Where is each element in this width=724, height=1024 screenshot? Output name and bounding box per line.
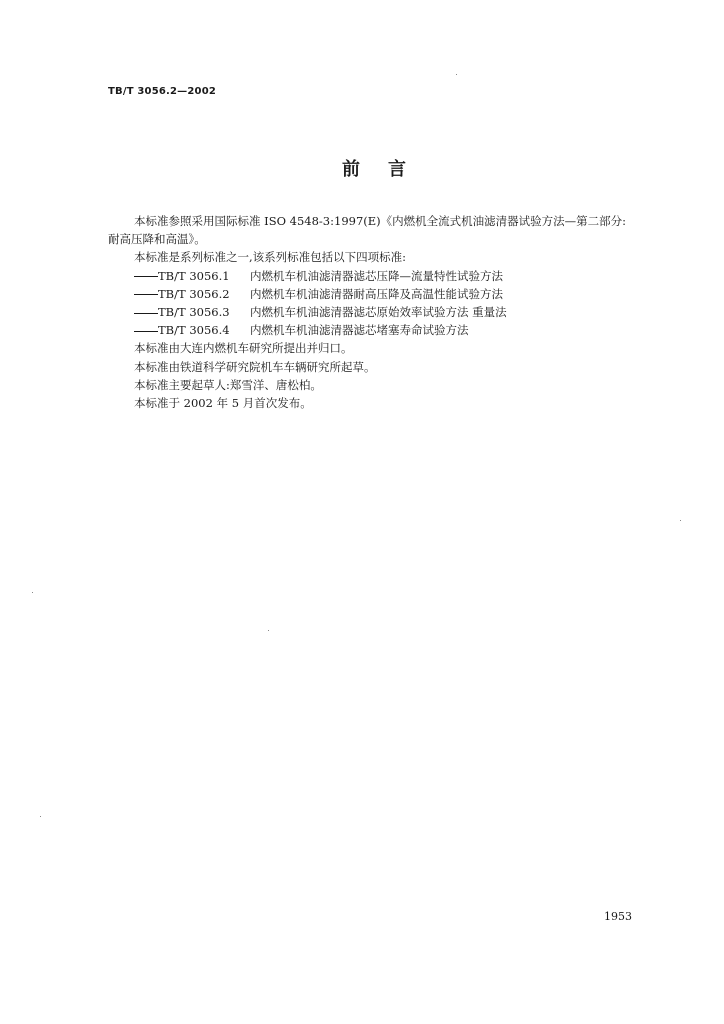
paragraph-series-intro: 本标准是系列标准之一,该系列标准包括以下四项标准:	[134, 250, 407, 265]
series-list-item	[108, 267, 658, 285]
scan-speck	[680, 520, 681, 521]
series-name: 内燃机车机油滤清器耐高压降及高温性能试验方法	[250, 286, 503, 301]
scan-speck	[40, 816, 41, 817]
series-list-item	[108, 303, 658, 321]
series-code: TB/T 3056.4	[158, 323, 230, 338]
em-dash-mark	[134, 294, 158, 295]
em-dash-mark	[134, 276, 158, 277]
series-code: TB/T 3056.2	[158, 286, 230, 301]
paragraph-main-drafters: 本标准主要起草人:郑雪洋、唐松柏。	[134, 377, 322, 392]
series-name: 内燃机车机油滤清器滤芯压降—流量特性试验方法	[250, 268, 503, 283]
paragraph-reference-standard: 本标准参照采用国际标准 ISO 4548-3:1997(E)《内燃机全流式机油滤清器试验方法—第二部分:	[134, 214, 627, 228]
foreword-body	[108, 212, 658, 412]
paragraph-first-issue: 本标准于 2002 年 5 月首次发布。	[134, 396, 312, 411]
series-code: TB/T 3056.1	[158, 268, 230, 283]
series-name: 内燃机车机油滤清器滤芯堵塞寿命试验方法	[250, 323, 469, 338]
series-name: 内燃机车机油滤清器滤芯原始效率试验方法 重量法	[250, 305, 507, 320]
scan-speck	[32, 592, 33, 593]
paragraph-drafter: 本标准由铁道科学研究院机车车辆研究所起草。	[134, 359, 376, 374]
scan-speck	[456, 74, 457, 75]
series-list-item	[108, 321, 658, 339]
paragraph-reference-standard-continued: 耐高压降和高温》。	[108, 232, 206, 247]
em-dash-mark	[134, 313, 158, 314]
page-number: 1953	[604, 910, 632, 923]
em-dash-mark	[134, 331, 158, 332]
standard-code-header: TB/T 3056.2—2002	[108, 86, 217, 97]
series-code: TB/T 3056.3	[158, 305, 230, 320]
series-list-item	[108, 285, 658, 303]
scan-speck	[268, 630, 269, 631]
page-title: 前言	[342, 159, 434, 180]
paragraph-proposer: 本标准由大连内燃机车研究所提出并归口。	[134, 341, 353, 356]
